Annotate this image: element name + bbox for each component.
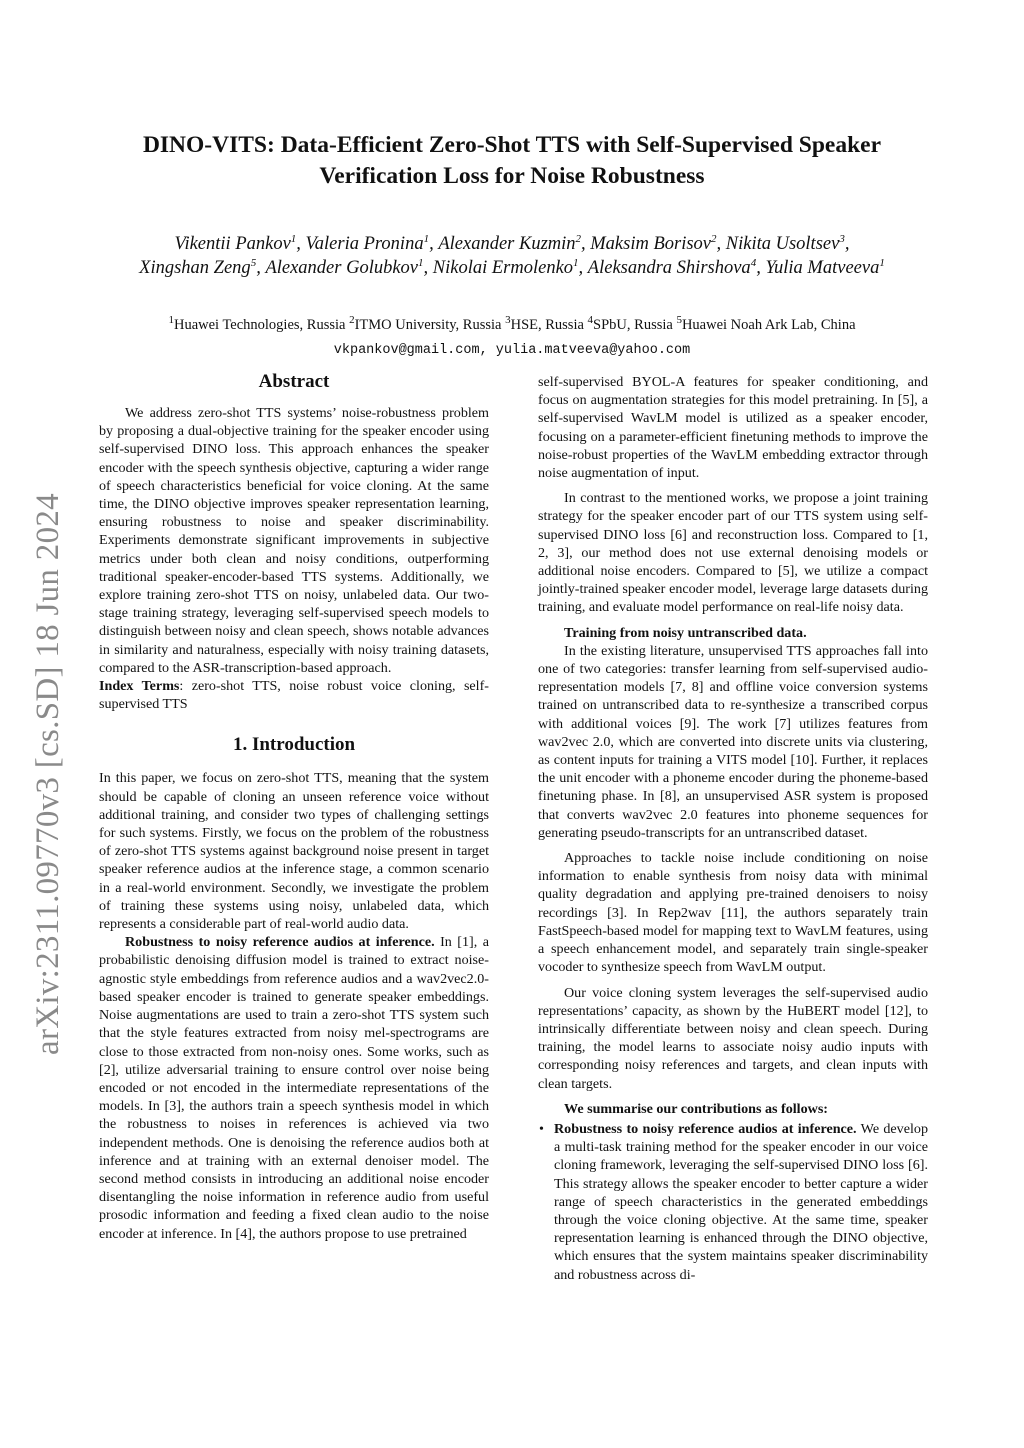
noisy-training-subheading: Training from noisy untranscribed data. — [564, 624, 807, 641]
contributions-list — [538, 1120, 928, 1284]
intro-paragraph-8: Our voice cloning system leverages the self-supervised audio representations’ capacity, as shown by the HuBERT model [12], to intrinsically differentiate between noisy and clean speech. During training, the model learns to associate noisy audio inputs with corresponding noisy references and targets, and clean inputs with clean targets. — [538, 984, 928, 1092]
affiliations: $^1$Huawei Technologies, Russia $^2$ITMO University, Russia $^3$HSE, Russia $^4$SPbU, Russia $^5$Huawei Noah Ark Lab, China — [168, 314, 856, 333]
author-list — [110, 232, 914, 280]
abstract-text: We address zero-shot TTS systems’ noise-robustness problem by proposing a dual-objective training for the speaker encoder using self-supervised DINO loss. This approach enhances the speaker encoder with the speech synthesis objective, capturing a wider range of speech characteristics beneficial for voice cloning. At the same time, the DINO objective improves speaker representation learning, ensuring robustness to noise and speaker discriminability. Experiments demonstrate significant improvements in subjective metrics under both clean and noisy conditions, outperforming traditional speaker-encoder-based TTS systems. Additionally, we explore training zero-shot TTS on noisy, unlabeled data. Our two-stage training strategy, leveraging self-supervised speech models to distinguish between noisy and clean speech, shows notable advances in similarity and naturalness, especially with noisy training datasets, compared to the ASR-transcription-based approach. — [99, 405, 489, 676]
author: Valeria Pronina$^1$, — [305, 232, 439, 254]
author: Alexander Golubkov$^1$, — [265, 256, 433, 278]
contact-emails[interactable]: vkpankov@gmail.com, yulia.matveeva@yahoo.com — [333, 343, 691, 358]
author: Yulia Matveeva$^1$ — [765, 256, 885, 278]
intro-paragraph-2: Robustness to noisy reference audios at inference. In [1], a probabilistic denoising diffusion model is trained to extract noise-agnostic style embeddings from reference audios and a wav2vec2.0-based speaker encoder is trained to generate speaker embeddings. Noise augmentations are used to train a zero-shot TTS system such that the style features extracted from noisy mel-spectrograms are close to those extracted from non-noisy ones. Some works, such as [2], utilize adversarial training to ensure control over noise being encoded or not encoded in the intermediate representations of the models. In [3], the authors train a speech synthesis model in which the robustness to noises in references is achieved via two independent methods. One is denoising the reference audios both at inference and at training with an external denoiser model. The second method consists in introducing an additional noise encoder disentangling the noise information in reference audio from useful prosodic information and feeding a fixed clean audio to the noise encoder at inference. In [4], the authors propose to use pretrained — [99, 934, 489, 1242]
contributions-subheading: We summarise our contributions as follows: — [564, 1100, 829, 1117]
intro-paragraph-6: In the existing literature, unsupervised TTS approaches fall into one of two categories: transfer learning from self-supervised audio-representation models [7, 8] and offline voice conversion systems trained on untranscribed data to re-synthesize a transcribed corpus with additional voices [9]. The work [7] utilizes features from wav2vec 2.0, which are converted into discrete units via clustering, as content inputs for training a VITS model [10]. Further, it replaces the unit encoder with a phoneme encoder during the phoneme-based finetuning phase. In [8], an unsupervised ASR system is proposed that converts wav2vec 2.0 features into phoneme sequences for generating pseudo-transcripts for an untranscribed dataset. — [538, 642, 928, 841]
arxiv-identifier-stamp[interactable]: arXiv:2311.09770v3 [cs.SD] 18 Jun 2024 — [30, 493, 66, 1055]
author: Nikita Usoltsev$^3$, — [725, 232, 850, 254]
title-line-2: Verification Loss for Noise Robustness — [319, 163, 705, 189]
intro-paragraph-3: self-supervised BYOL-A features for speaker conditioning, and focus on augmentation strategies for this model pretraining. In [5], a self-supervised WavLM model is utilized as a speaker encoder, focusing on a parameter-efficient finetuning methods to improve the noise-robust properties of the WavLM embedding extractor through noise augmentation of input. — [538, 374, 928, 482]
introduction-heading: 1. Introduction — [232, 734, 356, 756]
abstract-heading: Abstract — [258, 371, 330, 392]
author: Vikentii Pankov$^1$, — [174, 232, 306, 254]
list-item: • Robustness to noisy reference audios at inference. We develop a multi-task training method for the speaker encoder in our voice cloning framework, leveraging the self-supervised DINO loss [6]. This strategy allows the speaker encoder to better capture a wider range of speech characteristics in the generated embeddings through the voice cloning objective. At the same time, speaker representation learning is enhanced through the DINO objective, which ensures that the system maintains speaker discriminability and robustness across di- — [554, 1120, 928, 1284]
title-line-1: DINO-VITS: Data-Efficient Zero-Shot TTS with Self-Supervised Speaker — [142, 132, 882, 158]
author: Maksim Borisov$^2$, — [590, 232, 726, 254]
author: Nikolai Ermolenko$^1$, — [432, 256, 588, 278]
right-column — [538, 373, 928, 1284]
author: Aleksandra Shirshova$^4$, — [587, 256, 766, 278]
intro-paragraph-1: In this paper, we focus on zero-shot TTS, meaning that the system should be capable of cloning an unseen reference voice without additional training, and consider two types of challenging settings for such systems. Firstly, we focus on the problem of the robustness of zero-shot TTS systems against background noise present in target speaker reference audios at the inference stage, a common scenario in a real-world environment. Secondly, we investigate the problem of training these systems using noisy, unlabeled data, which represents a considerable part of real-world audio data. — [99, 770, 489, 933]
author: Xingshan Zeng$^5$, — [139, 256, 266, 278]
intro-paragraph-7: Approaches to tackle noise include conditioning on noise information to enable synthesis from noisy data with minimal quality degradation and applying pre-trained denoisers to noisy recordings [3]. In Rep2wav [11], the authors separately train FastSpeech-based model for mapping text to WavLM features, using a speech enhancement model, and separately train single-speaker vocoder to synthesize speech from WavLM output. — [538, 850, 928, 976]
paper-title — [100, 130, 924, 192]
author: Alexander Kuzmin$^2$, — [438, 232, 591, 254]
left-column — [99, 370, 489, 1243]
intro-paragraph-4: In contrast to the mentioned works, we propose a joint training strategy for the speaker encoder part of our TTS system using self-supervised DINO loss [6] and reconstruction loss. Compared to [1, 2, 3], our method does not use external denoising models or additional noise encoders. Compared to [5], we utilize a compact jointly-trained speaker encoder model, leverage large datasets during training, and evaluate model performance on real-life noisy data. — [538, 490, 928, 616]
index-terms: Index Terms: zero-shot TTS, noise robust voice cloning, self-supervised TTS — [99, 678, 489, 713]
